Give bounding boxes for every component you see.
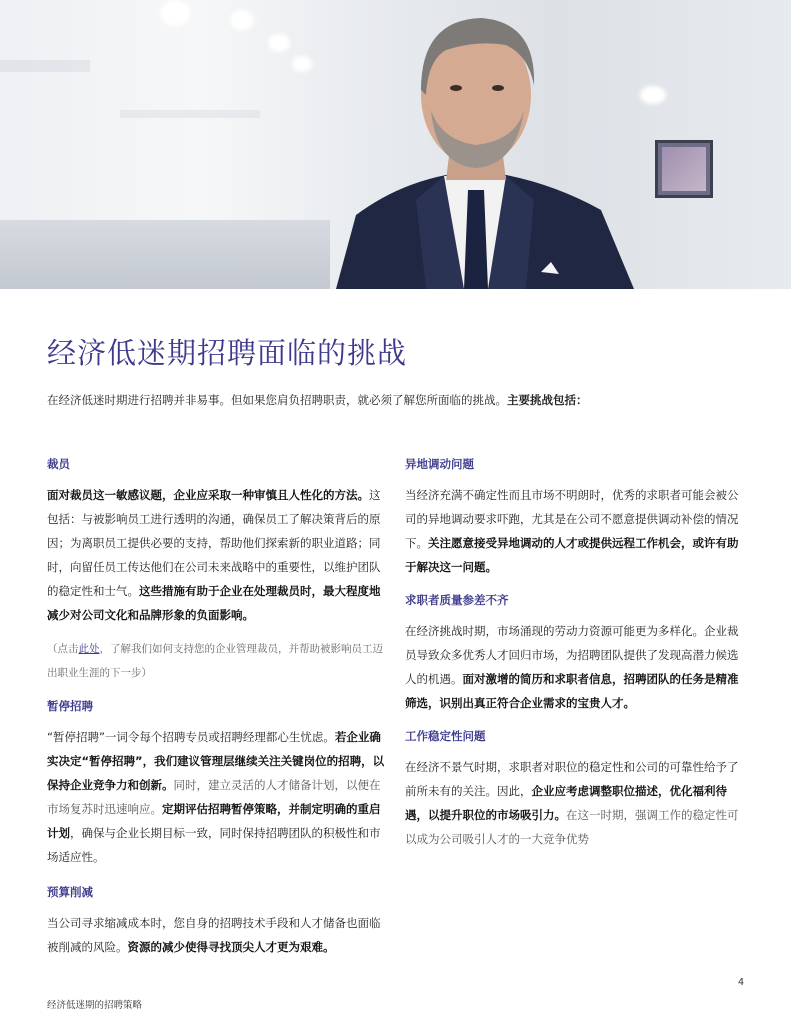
stability-paragraph: 在经济不景气时期，求职者对职位的稳定性和公司的可靠性给予了前所未有的关注。因此，企业应考虑调整职位描述，优化福利待遇，以提升职位的市场吸引力。在这一时期，强调工作的稳定性可以成为公司吸引人才的一大竞争优势 xyxy=(405,760,739,846)
heading-layoffs: 裁员 xyxy=(47,457,70,471)
hero-photo xyxy=(0,0,791,289)
layoffs-paragraph: 面对裁员这一敏感议题，企业应采取一种审慎且人性化的方法。这包括：与被影响员工进行透明的沟通，确保员工了解决策背后的原因；为离职员工提供必要的支持，帮助他们探索新的职业道路；同时，向留任员工传达他们在公司未来战略中的重要性，以维护团队的稳定性和士气。这些措施有助于企业在处理裁员时，最大程度地减少对公司文化和品牌形象的负面影响。 xyxy=(47,488,381,622)
heading-quality: 求职者质量参差不齐 xyxy=(405,593,509,607)
heading-relocation: 异地调动问题 xyxy=(405,457,474,471)
layoffs-note: （点击此处，了解我们如何支持您的企业管理裁员，并帮助被影响员工迈出职业生涯的下一步） xyxy=(47,643,383,679)
budget-paragraph: 当公司寻求缩减成本时，您自身的招聘技术手段和人才储备也面临被削减的风险。资源的减少使得寻找顶尖人才更为艰难。 xyxy=(47,916,381,954)
floor xyxy=(0,220,330,289)
heading-freeze: 暂停招聘 xyxy=(47,699,93,713)
here-link[interactable]: 此处 xyxy=(78,643,100,655)
quality-paragraph: 在经济挑战时期，市场涌现的劳动力资源可能更为多样化。企业裁员导致众多优秀人才回归市场，为招聘团队提供了发现高潜力候选人的机遇。面对激增的简历和求职者信息，招聘团队的任务是精准筛选，识别出真正符合企业需求的宝贵人才。 xyxy=(405,624,739,710)
wall-screen xyxy=(655,140,713,198)
page-number: 4 xyxy=(738,977,745,988)
intro-paragraph: 在经济低迷时期进行招聘并非易事。但如果您肩负招聘职责，就必须了解您所面临的挑战。主要挑战包括： xyxy=(47,393,588,407)
page-title: 经济低迷期招聘面临的挑战 xyxy=(47,336,408,370)
heading-budget: 预算削减 xyxy=(47,885,93,899)
footer-title: 经济低迷期的招聘策略 xyxy=(47,1000,143,1011)
right-column xyxy=(405,455,745,851)
freeze-paragraph: “暂停招聘”一词令每个招聘专员或招聘经理都心生忧虑。若企业确实决定“暂停招聘”，我们建议管理层继续关注关键岗位的招聘，以保持企业竞争力和创新。同时，建立灵活的人才储备计划，以便在市场复苏时迅速响应。定期评估招聘暂停策略，并制定明确的重启计划，确保与企业长期目标一致，同时保持招聘团队的积极性和市场适应性。 xyxy=(47,730,385,864)
businessman-photo xyxy=(316,0,634,289)
relocation-paragraph: 当经济充满不确定性而且市场不明朗时，优秀的求职者可能会被公司的异地调动要求吓跑，尤其是在公司不愿意提供调动补偿的情况下。关注愿意接受异地调动的人才或提供远程工作机会，或许有助于解决这一问题。 xyxy=(405,488,739,574)
heading-stability: 工作稳定性问题 xyxy=(405,729,486,743)
left-column xyxy=(47,455,387,959)
